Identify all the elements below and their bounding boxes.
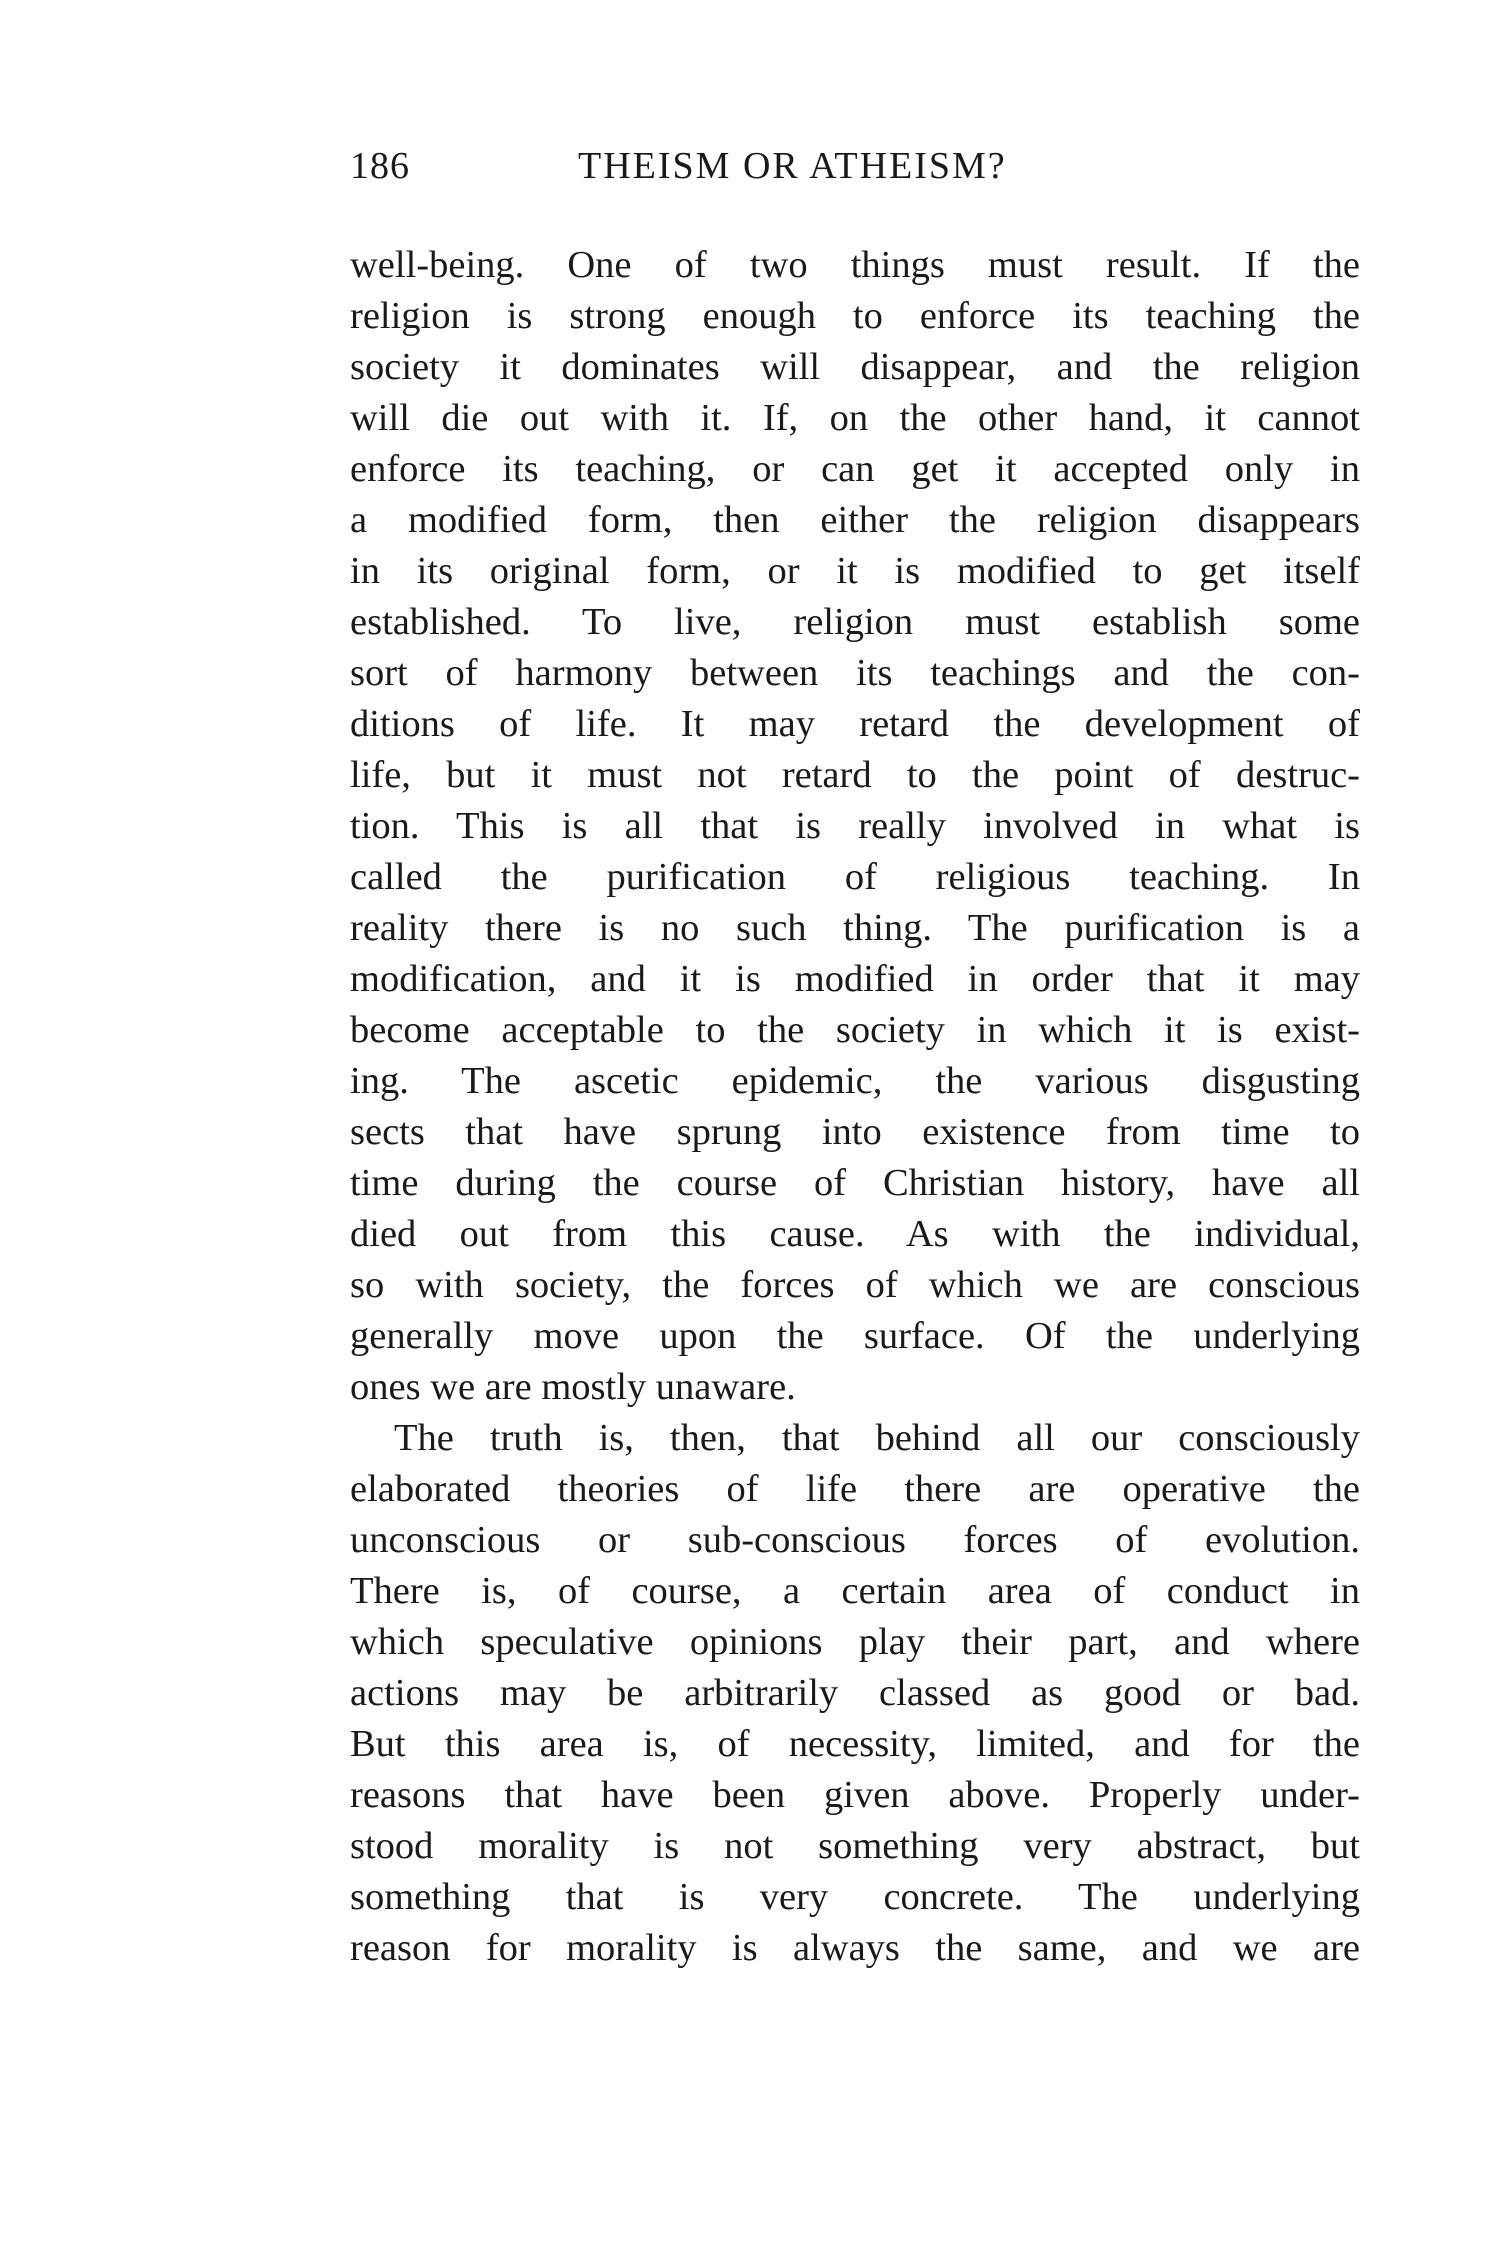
text-line: life, but it must not retard to the point of destruc- (350, 754, 1360, 796)
text-line: ditions of life. It may retard the development of (350, 703, 1360, 745)
text-line: generally move upon the surface. Of the underlying (350, 1315, 1360, 1357)
text-line: will die out with it. If, on the other hand, it cannot (350, 397, 1360, 439)
text-line: There is, of course, a certain area of conduct in (350, 1570, 1360, 1612)
text-line: so with society, the forces of which we are conscious (350, 1264, 1360, 1306)
paragraph-1 (350, 240, 1360, 1413)
page-number: 186 (350, 145, 410, 187)
running-title: THEISM OR ATHEISM? (578, 145, 1007, 187)
paragraph-2 (350, 1413, 1360, 1974)
text-line: ing. The ascetic epidemic, the various disgusting (350, 1060, 1360, 1102)
text-line: The truth is, then, that behind all our consciously (394, 1417, 1360, 1459)
text-line: reality there is no such thing. The purification is a (350, 907, 1360, 949)
text-line: tion. This is all that is really involved in what is (350, 805, 1360, 847)
text-line: actions may be arbitrarily classed as good or bad. (350, 1672, 1360, 1714)
text-line: established. To live, religion must establish some (350, 601, 1360, 643)
text-line: something that is very concrete. The underlying (350, 1876, 1360, 1918)
text-line: called the purification of religious teaching. In (350, 856, 1360, 898)
text-line: died out from this cause. As with the individual, (350, 1213, 1360, 1255)
text-line: time during the course of Christian history, have all (350, 1162, 1360, 1204)
text-line: reason for morality is always the same, and we are (350, 1927, 1360, 1969)
text-line: in its original form, or it is modified to get itself (350, 550, 1360, 592)
text-line: religion is strong enough to enforce its teaching the (350, 295, 1360, 337)
body-text (350, 240, 1360, 1974)
text-line: become acceptable to the society in which it is exist- (350, 1009, 1360, 1051)
text-line: a modified form, then either the religion disappears (350, 499, 1360, 541)
text-line: sort of harmony between its teachings and the con- (350, 652, 1360, 694)
text-line: reasons that have been given above. Properly under- (350, 1774, 1360, 1816)
text-line: well-being. One of two things must result. If the (350, 244, 1360, 286)
text-line: modification, and it is modified in order that it may (350, 958, 1360, 1000)
text-line: sects that have sprung into existence from time to (350, 1111, 1360, 1153)
text-line: stood morality is not something very abstract, but (350, 1825, 1360, 1867)
text-line: which speculative opinions play their part, and where (350, 1621, 1360, 1663)
text-line: unconscious or sub-conscious forces of evolution. (350, 1519, 1360, 1561)
text-line: society it dominates will disappear, and the religion (350, 346, 1360, 388)
text-line: enforce its teaching, or can get it accepted only in (350, 448, 1360, 490)
running-head (350, 142, 1360, 190)
text-line: ones we are mostly unaware. (350, 1366, 796, 1408)
text-line: But this area is, of necessity, limited, and for the (350, 1723, 1360, 1765)
text-line: elaborated theories of life there are operative the (350, 1468, 1360, 1510)
